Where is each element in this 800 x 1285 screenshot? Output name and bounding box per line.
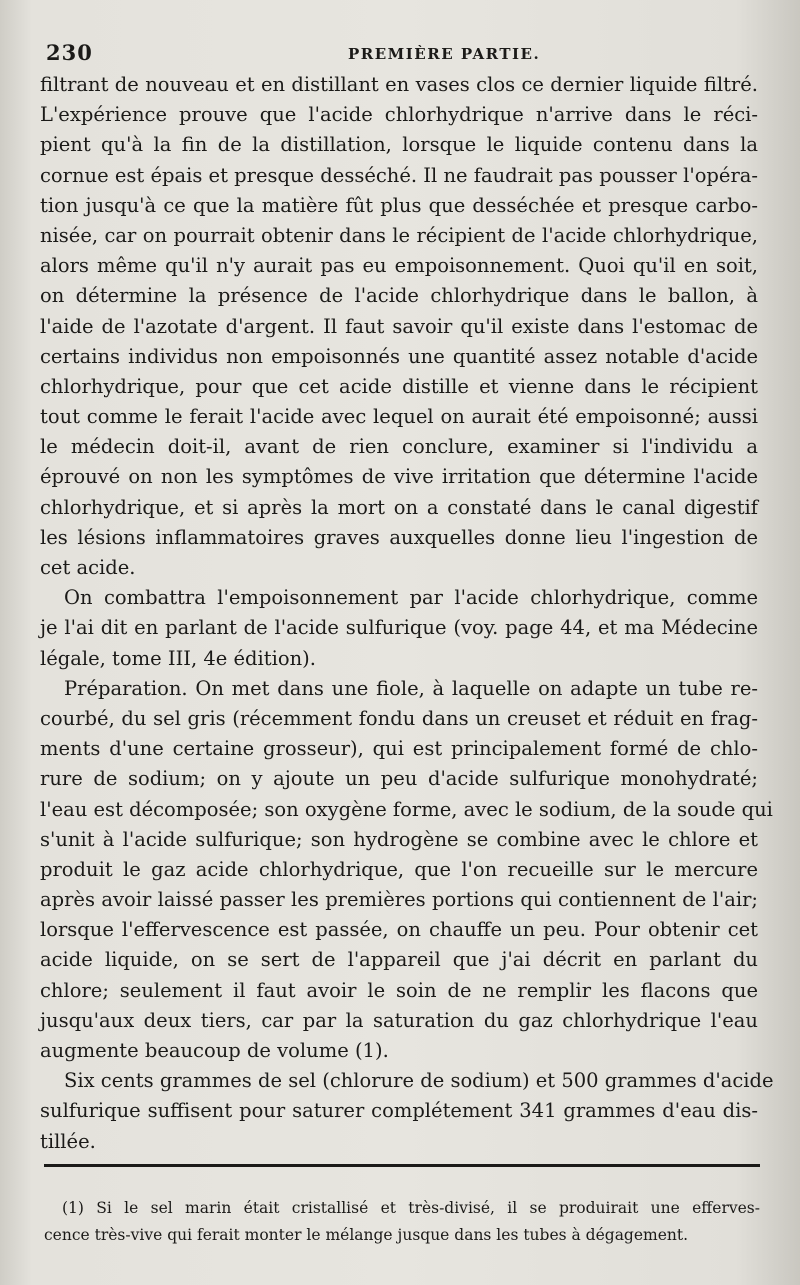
text-line: Six cents grammes de sel (chlorure de sodium) et 500 grammes d'acide bbox=[64, 1069, 774, 1093]
text-line: jusqu'aux deux tiers, car par la saturation du gaz chlorhydrique l'eau bbox=[40, 1008, 758, 1032]
text-line: alors même qu'il n'y aurait pas eu empoisonnement. Quoi qu'il en soit, bbox=[40, 254, 758, 278]
page-header bbox=[38, 40, 760, 70]
text-line: tillée. bbox=[40, 1129, 96, 1153]
text-line: je l'ai dit en parlant de l'acide sulfurique (voy. page 44, et ma Médecine bbox=[40, 616, 758, 640]
text-line: filtrant de nouveau et en distillant en vases clos ce dernier liquide filtré. bbox=[40, 73, 758, 96]
text-line: sulfurique suffisent pour saturer complétement 341 grammes d'eau dis- bbox=[40, 1099, 758, 1123]
text-line: certains individus non empoisonnés une quantité assez notable d'acide bbox=[40, 344, 758, 368]
footnote-separator bbox=[44, 1164, 760, 1167]
text-line: cornue est épais et presque desséché. Il ne faudrait pas pousser l'opéra- bbox=[40, 163, 758, 187]
text-line: augmente beaucoup de volume (1). bbox=[40, 1039, 389, 1062]
body-text bbox=[40, 70, 774, 1157]
footnote-line: (1) Si le sel marin était cristallisé et très-divisé, il se produirait une efferves- bbox=[62, 1199, 760, 1217]
text-line: s'unit à l'acide sulfurique; son hydrogène se combine avec le chlore et bbox=[40, 827, 758, 851]
text-line: tout comme le ferait l'acide avec lequel on aurait été empoisonné; aussi bbox=[40, 405, 758, 429]
text-line: L'expérience prouve que l'acide chlorhydrique n'arrive dans le réci- bbox=[40, 103, 758, 127]
text-line: produit le gaz acide chlorhydrique, que l'on recueille sur le mercure bbox=[40, 857, 758, 881]
running-head: PREMIÈRE PARTIE. bbox=[348, 45, 541, 63]
text-line: l'aide de l'azotate d'argent. Il faut savoir qu'il existe dans l'estomac de bbox=[40, 314, 758, 338]
text-line: chlore; seulement il faut avoir le soin de ne remplir les flacons que bbox=[40, 978, 758, 1002]
text-line: légale, tome III, 4e édition). bbox=[40, 646, 316, 670]
text-line: On combattra l'empoisonnement par l'acide chlorhydrique, comme bbox=[64, 586, 758, 610]
text-line: courbé, du sel gris (récemment fondu dans un creuset et réduit en frag- bbox=[40, 706, 758, 730]
footnote bbox=[44, 1195, 760, 1249]
text-line: les lésions inflammatoires graves auxquelles donne lieu l'ingestion de bbox=[40, 525, 758, 549]
text-line: pient qu'à la fin de la distillation, lorsque le liquide contenu dans la bbox=[40, 133, 758, 157]
page-number: 230 bbox=[46, 40, 93, 65]
text-line: chlorhydrique, et si après la mort on a constaté dans le canal digestif bbox=[40, 495, 758, 519]
text-line: tion jusqu'à ce que la matière fût plus que desséchée et presque carbo- bbox=[40, 193, 758, 217]
text-line: l'eau est décomposée; son oxygène forme, avec le sodium, de la soude qui bbox=[40, 797, 773, 821]
text-line: ments d'une certaine grosseur), qui est principalement formé de chlo- bbox=[40, 737, 758, 761]
text-line: le médecin doit-il, avant de rien conclure, examiner si l'individu a bbox=[40, 435, 758, 459]
footnote-line: cence très-vive qui ferait monter le mélange jusque dans les tubes à dégagement. bbox=[44, 1226, 689, 1244]
text-line: nisée, car on pourrait obtenir dans le récipient de l'acide chlorhydrique, bbox=[40, 223, 758, 247]
text-line: rure de sodium; on y ajoute un peu d'acide sulfurique monohydraté; bbox=[40, 767, 758, 791]
text-line: acide liquide, on se sert de l'appareil que j'ai décrit en parlant du bbox=[40, 948, 758, 972]
text-line: éprouvé on non les symptômes de vive irritation que détermine l'acide bbox=[40, 465, 758, 489]
text-line: chlorhydrique, pour que cet acide distille et vienne dans le récipient bbox=[40, 374, 758, 398]
text-line: Préparation. On met dans une fiole, à laquelle on adapte un tube re- bbox=[64, 676, 758, 700]
text-line: après avoir laissé passer les premières portions qui contiennent de l'air; bbox=[40, 888, 758, 912]
text-line: lorsque l'effervescence est passée, on chauffe un peu. Pour obtenir cet bbox=[40, 918, 758, 942]
text-line: cet acide. bbox=[40, 556, 136, 579]
text-line: on détermine la présence de l'acide chlorhydrique dans le ballon, à bbox=[40, 284, 758, 308]
